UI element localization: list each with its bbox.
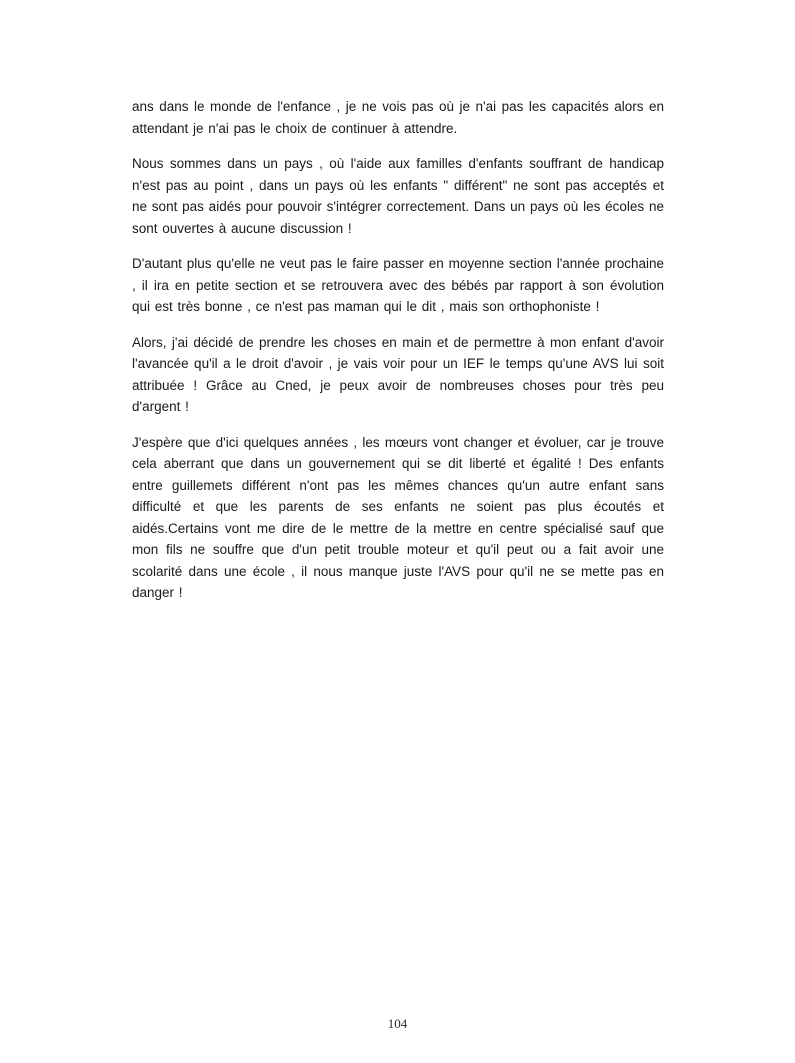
page-number: 104 <box>387 1016 408 1031</box>
text-block <box>132 96 664 618</box>
page-footer <box>0 1015 795 1033</box>
paragraph-2: Nous sommes dans un pays , où l'aide aux familles d'enfants souffrant de handicap n'est pas au point , dans un pays où les enfants " différent" ne sont pas acceptés et ne sont pas aidés pour pouvoir s'intégrer correctement. Dans un pays où les écoles ne sont ouvertes à aucune discussion ! <box>132 156 664 236</box>
paragraph-3: D'autant plus qu'elle ne veut pas le faire passer en moyenne section l'année prochaine , il ira en petite section et se retrouvera avec des bébés par rapport à son évolution qui est très bonne , ce n'est pas maman qui le dit , mais son orthophoniste ! <box>132 256 664 314</box>
paragraph-1: ans dans le monde de l'enfance , je ne vois pas où je n'ai pas les capacités alors en attendant je n'ai pas le choix de continuer à attendre. <box>132 99 664 136</box>
paragraph-5: J'espère que d'ici quelques années , les mœurs vont changer et évoluer, car je trouve cela aberrant que dans un gouvernement qui se dit liberté et égalité ! Des enfants entre guillemets différent n'ont pas les mêmes chances qu'un autre enfant sans difficulté et que les parents de ses enfants ne soient pas plus écoutés et aidés.Certains vont me dire de le mettre de la mettre en centre spécialisé sauf que mon fils ne souffre que d'un petit trouble moteur et qu'il peut ou a fait avoir une scolarité dans une école , il nous manque juste l'AVS pour qu'il ne se mette pas en danger ! <box>132 434 664 600</box>
paragraph-4: Alors, j'ai décidé de prendre les choses en main et de permettre à mon enfant d'avoir l'avancée qu'il a le droit d'avoir , je vais voir pour un IEF le temps qu'une AVS lui soit attribuée ! Grâce au Cned, je peux avoir de nombreuses choses pour très peu d'argent ! <box>132 334 664 414</box>
